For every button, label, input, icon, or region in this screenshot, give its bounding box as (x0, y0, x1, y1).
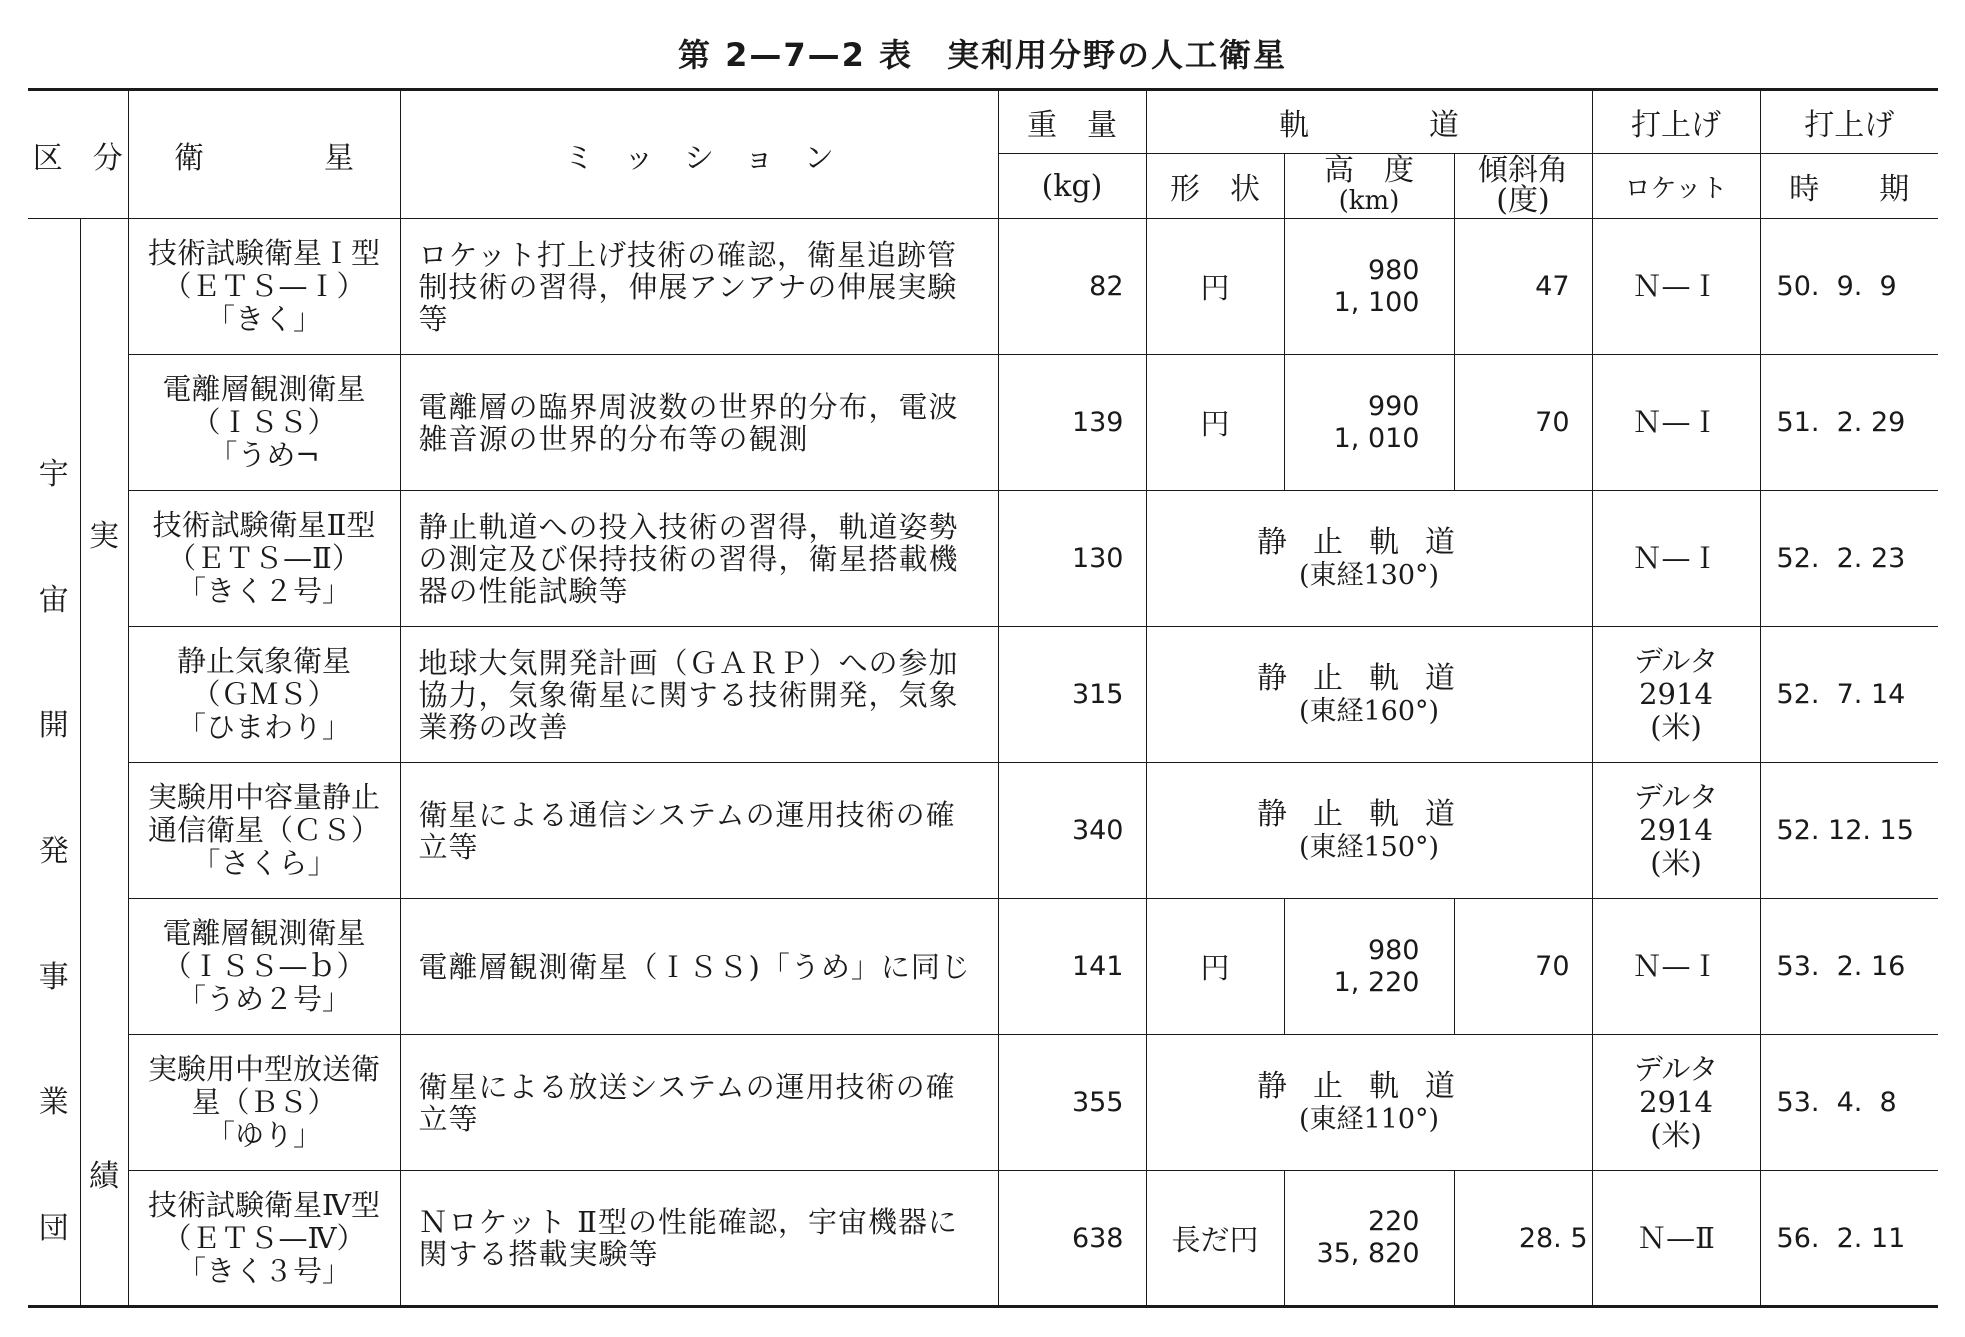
satellite-name-line: 電離層観測衛星 (162, 372, 366, 406)
weight-value: 139 (998, 355, 1146, 491)
geostationary-orbit (1146, 763, 1592, 899)
mission-text: 地球大気開発計画（ＧＡＲＰ）への参加協力，気象衛星に関する技術開発，気象業務の改善 (400, 627, 998, 763)
rocket-line: デルタ (1633, 644, 1719, 678)
weight-value: 315 (998, 627, 1146, 763)
header-altitude (1284, 154, 1454, 219)
division-outer-char: 宇 (38, 456, 69, 492)
launch-date: 53. 2. 16 (1760, 899, 1938, 1035)
launch-rocket (1592, 627, 1760, 763)
orbit-altitude (1284, 899, 1454, 1035)
table-row (28, 1035, 1938, 1171)
satellite-name-line: 「ひまわり」 (176, 710, 351, 744)
geo-longitude: (東経150°) (1298, 831, 1440, 863)
mission-text: 電離層の臨界周波数の世界的分布，電波雑音源の世界的分布等の観測 (400, 355, 998, 491)
mission-text: ロケット打上げ技術の確認，衛星追跡管制技術の習得，伸展アンアナの伸展実験等 (400, 219, 998, 355)
division-outer-char: 発 (38, 833, 69, 869)
orbit-inclination: 70 (1454, 355, 1592, 491)
header-division: 区 分 (28, 90, 128, 219)
rocket-line: デルタ (1633, 1052, 1719, 1086)
launch-date: 52. 7. 14 (1760, 627, 1938, 763)
geostationary-orbit (1146, 491, 1592, 627)
weight-value: 355 (998, 1035, 1146, 1171)
rocket-line: Ｎ—Ｉ (1632, 405, 1720, 439)
rocket-line: (米) (1650, 846, 1702, 880)
orbit-altitude (1284, 355, 1454, 491)
table-row (28, 491, 1938, 627)
geo-longitude: (東経110°) (1298, 1103, 1440, 1135)
table-title: 第 2—7—2 表 実利用分野の人工衛星 (677, 36, 1288, 74)
satellite-name-line: 「うめ２号」 (176, 982, 351, 1016)
geo-orbit-label: 静止軌道 (1257, 1068, 1481, 1104)
mission-text: 静止軌道への投入技術の習得，軌道姿勢の測定及び保持技術の習得，衛星搭載機器の性能試験等 (400, 491, 998, 627)
geo-longitude: (東経130°) (1298, 559, 1440, 591)
table-row (28, 763, 1938, 899)
satellite-name-line: 電離層観測衛星 (162, 916, 366, 950)
satellite-name-line: （ＥＴＳ—Ⅳ） (162, 1220, 366, 1255)
division-inner-char: 績 (89, 1159, 119, 1194)
division-outer-char: 開 (38, 708, 69, 744)
satellite-name (128, 1171, 400, 1307)
rocket-line: 2914 (1639, 1085, 1713, 1119)
rocket-line: 2914 (1639, 813, 1713, 847)
weight-value: 141 (998, 899, 1146, 1035)
orbit-inclination: 70 (1454, 899, 1592, 1035)
header-weight: 重 量 (998, 90, 1146, 154)
header-altitude-label: 高 度 (1324, 153, 1414, 188)
satellite-name-line: （ＧＭＳ） (191, 677, 337, 711)
orbit-inclination: 28. 5 (1454, 1171, 1592, 1307)
satellite-name (128, 491, 400, 627)
mission-text: 衛星による放送システムの運用技術の確立等 (400, 1035, 998, 1171)
division-outer-char: 団 (38, 1211, 69, 1247)
launch-date: 52. 12. 15 (1760, 763, 1938, 899)
header-satellite: 衛 星 (128, 90, 400, 219)
header-mission: ミ ッ シ ョ ン (400, 90, 998, 219)
launch-rocket (1592, 219, 1760, 355)
table-row (28, 899, 1938, 1035)
orbit-inclination: 47 (1454, 219, 1592, 355)
satellite-name-line: 「ゆり」 (205, 1118, 322, 1152)
satellite-name-line: 「さくら」 (191, 846, 337, 880)
launch-date: 53. 4. 8 (1760, 1035, 1938, 1171)
launch-date: 51. 2. 29 (1760, 355, 1938, 491)
satellite-name-line: 星（ＢＳ） (191, 1085, 337, 1119)
altitude-line: 1, 100 (1333, 286, 1420, 318)
header-launch-sub: 時 期 (1760, 154, 1938, 219)
orbit-altitude (1284, 1171, 1454, 1307)
geo-orbit-label: 静止軌道 (1257, 524, 1481, 560)
altitude-line: 980 (1367, 254, 1420, 286)
orbit-shape: 円 (1146, 355, 1284, 491)
header-shape: 形 状 (1146, 154, 1284, 219)
satellite-name-line: （ＩＳＳ—ｂ） (162, 949, 366, 983)
geo-orbit-label: 静止軌道 (1257, 796, 1481, 832)
geo-longitude: (東経160°) (1298, 695, 1440, 727)
mission-text: 衛星による通信システムの運用技術の確立等 (400, 763, 998, 899)
satellite-name-line: 実験用中型放送衛 (147, 1052, 380, 1086)
satellite-name-line: 技術試験衛星Ⅱ型 (152, 508, 376, 542)
launch-rocket (1592, 899, 1760, 1035)
header-inclination-unit: (度) (1496, 183, 1550, 218)
satellite-name (128, 763, 400, 899)
launch-date: 50. 9. 9 (1760, 219, 1938, 355)
weight-value: 340 (998, 763, 1146, 899)
rocket-line: 2914 (1639, 677, 1713, 711)
launch-rocket (1592, 1171, 1760, 1307)
satellite-name (128, 899, 400, 1035)
satellite-name-line: 「うめ¬ (208, 438, 320, 472)
division-outer-char: 事 (38, 959, 69, 995)
header-inclination (1454, 154, 1592, 219)
satellite-name-line: （ＥＴＳ—Ｉ） (162, 269, 366, 303)
satellite-name (128, 627, 400, 763)
launch-date: 52. 2. 23 (1760, 491, 1938, 627)
division-outer-char: 宙 (38, 582, 69, 618)
altitude-line: 1, 010 (1333, 422, 1420, 454)
satellite-name-line: （ＥＴＳ—Ⅱ） (167, 541, 361, 575)
launch-rocket (1592, 763, 1760, 899)
header-rocket: 打上げ (1592, 90, 1760, 154)
header-orbit: 軌 道 (1146, 90, 1592, 154)
orbit-shape: 円 (1146, 219, 1284, 355)
launch-rocket (1592, 355, 1760, 491)
geostationary-orbit (1146, 627, 1592, 763)
satellite-name-line: 「きく２号」 (176, 574, 351, 608)
orbit-shape: 円 (1146, 899, 1284, 1035)
rocket-line: (米) (1650, 1118, 1702, 1152)
weight-value: 82 (998, 219, 1146, 355)
orbit-altitude (1284, 219, 1454, 355)
division-outer (28, 219, 80, 1307)
altitude-line: 990 (1367, 390, 1420, 422)
header-inclination-label: 傾斜角 (1478, 153, 1568, 188)
satellite-table (28, 88, 1938, 1308)
satellite-name-line: 技術試験衛星Ⅳ型 (148, 1187, 380, 1222)
mission-text: Ｎロケット Ⅱ型の性能確認，宇宙機器に関する搭載実験等 (400, 1171, 998, 1307)
table-row (28, 219, 1938, 355)
weight-value: 638 (998, 1171, 1146, 1307)
division-inner-char: 実 (89, 519, 119, 554)
satellite-name-line: 静止気象衛星 (176, 644, 351, 678)
division-outer-char: 業 (38, 1085, 69, 1121)
altitude-line: 220 (1367, 1206, 1420, 1237)
altitude-line: 35, 820 (1316, 1238, 1420, 1269)
orbit-shape: 長だ円 (1146, 1171, 1284, 1307)
geostationary-orbit (1146, 1035, 1592, 1171)
satellite-name (128, 355, 400, 491)
header-rocket-sub: ロケット (1592, 154, 1760, 219)
header-weight-unit: (kg) (998, 154, 1146, 219)
satellite-name-line: 「きく３号」 (176, 1253, 351, 1288)
satellite-name (128, 1035, 400, 1171)
launch-rocket (1592, 491, 1760, 627)
header-altitude-unit: (km) (1338, 186, 1400, 216)
header-launch: 打上げ (1760, 90, 1938, 154)
satellite-name-line: 技術試験衛星Ｉ型 (147, 236, 380, 270)
weight-value: 130 (998, 491, 1146, 627)
geo-orbit-label: 静止軌道 (1257, 660, 1481, 696)
table-row (28, 627, 1938, 763)
rocket-line: Ｎ—Ｉ (1632, 269, 1720, 303)
altitude-line: 980 (1367, 934, 1420, 966)
mission-text: 電離層観測衛星（ＩＳＳ)「うめ」に同じ (400, 899, 998, 1035)
rocket-line: Ｎ—Ｉ (1632, 949, 1720, 983)
launch-date: 56. 2. 11 (1760, 1171, 1938, 1307)
division-inner (80, 219, 128, 1307)
rocket-line: (米) (1650, 710, 1702, 744)
rocket-line: Ｎ—Ⅱ (1637, 1220, 1715, 1255)
satellite-name-line: 実験用中容量静止 (147, 780, 380, 814)
satellite-name-line: 「きく」 (205, 302, 322, 336)
launch-rocket (1592, 1035, 1760, 1171)
satellite-name-line: （ＩＳＳ） (191, 405, 337, 439)
rocket-line: デルタ (1633, 780, 1719, 814)
satellite-name-line: 通信衛星（ＣＳ） (147, 813, 380, 847)
table-row (28, 355, 1938, 491)
table-row (28, 1171, 1938, 1307)
rocket-line: Ｎ—Ｉ (1632, 541, 1720, 575)
altitude-line: 1, 220 (1333, 966, 1420, 998)
satellite-name (128, 219, 400, 355)
